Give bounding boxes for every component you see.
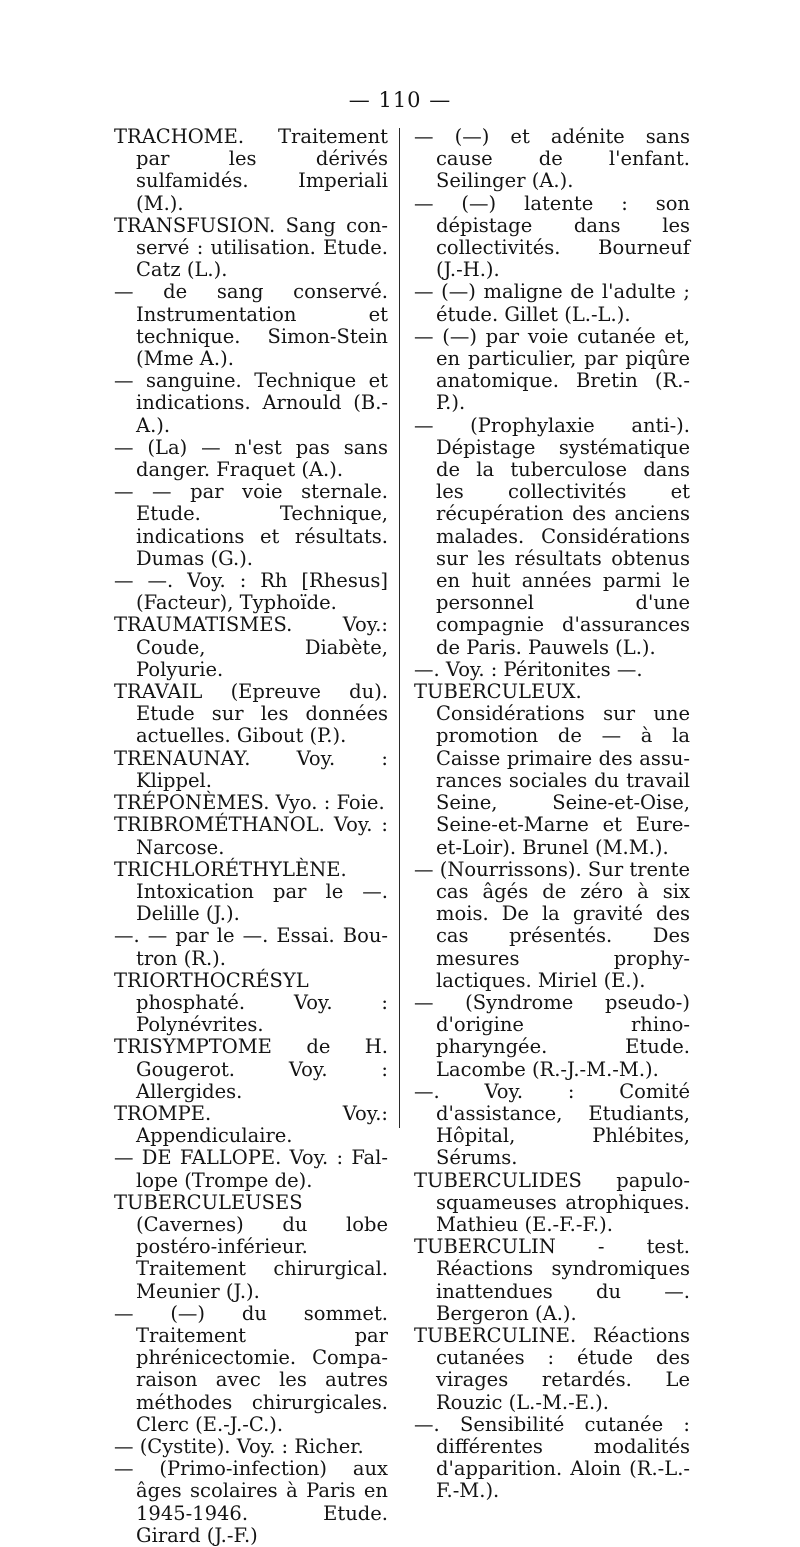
index-entry: — (—) par voie cutanée et, en particulier, par piqûre anatomique. Bretin (R.-P.).: [414, 324, 690, 415]
index-entry: — (Prophylaxie anti-). Dépistage systématique de la tuberculose dans les collectivités et récupération des anciens malades. Considérations sur les résultats obtenus en huit années parmi le personnel d'une compagnie d'assurances de Paris. Pauwels (L.).: [414, 413, 690, 659]
index-entry: —. — par le —. Essai. Boutron (R.).: [114, 924, 388, 970]
index-entry: — sanguine. Technique et indications. Arnould (B.-A.).: [114, 369, 388, 437]
index-entry: TROMPE. Voy.: Appendiculaire.: [114, 1101, 388, 1148]
index-entry: — —. Voy. : Rh [Rhesus] (Facteur), Typhoïde.: [114, 569, 388, 615]
index-entry: TUBERCULIDES papulo-squameuses atrophiques. Mathieu (E.-F.-F.).: [414, 1168, 690, 1236]
index-entry: —. Voy. : Comité d'assistance, Etudiants, Hôpital, Phlébites, Sérums.: [414, 1079, 690, 1170]
index-entry: TRANSFUSION. Sang conservé : utilisation. Etude. Catz (L.).: [114, 213, 388, 282]
index-entry: TRAVAIL (Epreuve du). Etude sur les données actuelles. Gibout (P.).: [114, 680, 388, 748]
index-entry: — (Nourrissons). Sur trente cas âgés de zéro à six mois. De la gravité des cas présentés. Des mesures prophylactiques. Miriel (E.).: [414, 857, 690, 992]
index-entry: — DE FALLOPE. Voy. : Fallope (Trompe de).: [114, 1146, 388, 1192]
index-entry: TRÉPONÈMES. Vyo. : Foie.: [114, 791, 385, 815]
index-entry: TRISYMPTOME de H. Gougerot. Voy. : Allergides.: [114, 1035, 388, 1103]
left-column: [114, 126, 388, 1547]
index-entry: — (Primo-infection) aux âges scolaires à Paris en 1945-1946. Etude. Girard (J.-F.): [114, 1457, 388, 1547]
index-entry: — — par voie sternale. Etude. Technique, indications et résultats. Dumas (G.).: [114, 480, 388, 570]
index-entry: — (—) maligne de l'adulte ; étude. Gillet (L.-L.).: [414, 280, 690, 326]
index-entry: TRIORTHOCRÉSYL phosphaté. Voy. : Polynévrites.: [114, 968, 388, 1037]
index-entry: — (Syndrome pseudo-) d'origine rhino-pharyngée. Etude. Lacombe (R.-J.-M.-M.).: [414, 990, 690, 1081]
index-entry: — (La) — n'est pas sans danger. Fraquet (A.).: [114, 435, 388, 482]
index-entry: TRACHOME. Traitement par les dérivés sulfamidés. Imperiali (M.).: [114, 125, 388, 215]
index-entry: TRAUMATISMES. Voy.: Coude, Diabète, Polyurie.: [114, 613, 388, 681]
index-entry: TUBERCULIN - test. Réactions syndromiques inattendues du —. Bergeron (A.).: [414, 1235, 690, 1325]
index-entry: TUBERCULEUSES (Cavernes) du lobe postéro-inférieur. Traitement chirurgical. Meunier (J.).: [114, 1190, 388, 1303]
index-entry: — (—) du sommet. Traitement par phrénicectomie. Comparaison avec les autres méthodes chirurgicales. Clerc (E.-J.-C.).: [114, 1301, 388, 1436]
index-entry: —. Sensibilité cutanée : différentes modalités d'apparition. Aloin (R.-L.-F.-M.).: [414, 1412, 690, 1503]
index-entry: — (Cystite). Voy. : Richer.: [114, 1434, 364, 1458]
index-entry: TUBERCULEUX. Considérations sur une promotion de — à la Caisse primaire des assurances sociales du travail Seine, Seine-et-Oise, Seine-et-Marne et Eure-et-Loir). Brunel (M.M.).: [414, 680, 690, 859]
index-entry: — (—) latente : son dépistage dans les collectivités. Bourneuf (J.-H.).: [414, 191, 690, 282]
index-entry: TUBERCULINE. Réactions cutanées : étude des virages retardés. Le Rouzic (L.-M.-E.).: [414, 1323, 690, 1414]
page-number: — 110 —: [348, 88, 452, 112]
index-entry: TRIBROMÉTHANOL. Voy. : Narcose.: [114, 813, 388, 859]
index-entry: TRICHLORÉTHYLÈNE. Intoxication par le —. Delille (J.).: [114, 857, 388, 926]
index-entry: — (—) et adénite sans cause de l'enfant. Seilinger (A.).: [414, 125, 690, 193]
index-entry: —. Voy. : Péritonites —.: [414, 657, 643, 681]
index-entry: TRENAUNAY. Voy. : Klippel.: [114, 746, 388, 792]
index-entry: — de sang conservé. Instrumentation et technique. Simon-Stein (Mme A.).: [114, 280, 388, 371]
right-column: [414, 126, 690, 1503]
column-divider: [399, 128, 400, 1128]
